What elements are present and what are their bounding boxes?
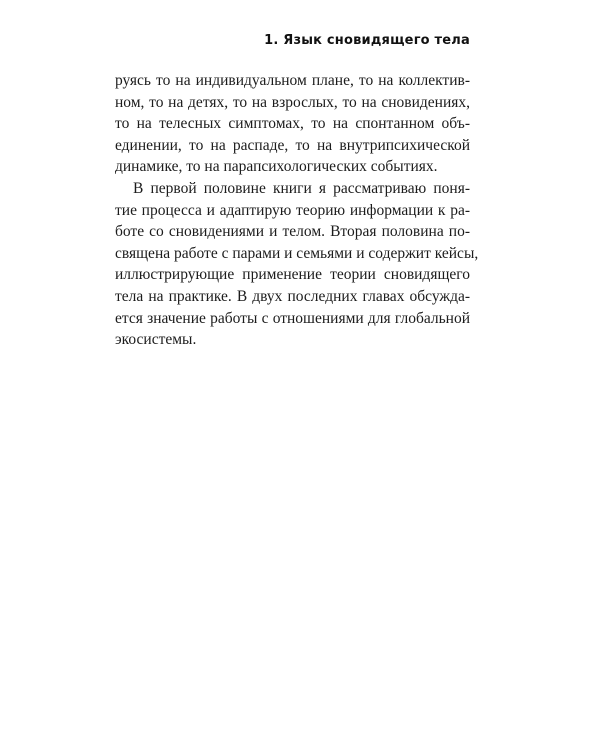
text-line: иллюстрирующие применение теории сновидящего — [115, 266, 470, 284]
running-head: 1. Язык сновидящего тела — [264, 33, 470, 48]
text-line: боте со сновидениями и телом. Вторая половина по- — [115, 223, 470, 241]
text-line: ном, то на детях, то на взрослых, то на сновидениях, — [115, 93, 470, 111]
text-line: экосистемы. — [115, 331, 197, 349]
body-text — [115, 70, 479, 351]
paragraph-1 — [115, 70, 470, 178]
text-line: динамике, то на парапсихологических событиях. — [115, 158, 438, 176]
text-line: тела на практике. В двух последних главах обсужда- — [115, 287, 470, 305]
text-line: то на телесных симптомах, то на спонтанном объ- — [115, 115, 470, 133]
text-line: священа работе с парами и семьями и содержит кейсы, — [115, 244, 479, 262]
text-line: В первой половине книги я рассматриваю поня- — [133, 179, 470, 197]
text-line: единении, то на распаде, то на внутрипсихической — [115, 136, 470, 154]
paragraph-2 — [115, 178, 479, 351]
text-line: ется значение работы с отношениями для глобальной — [115, 309, 470, 327]
text-line: тие процесса и адаптирую теорию информации к ра- — [115, 201, 470, 219]
text-line: руясь то на индивидуальном плане, то на коллектив- — [115, 72, 470, 89]
